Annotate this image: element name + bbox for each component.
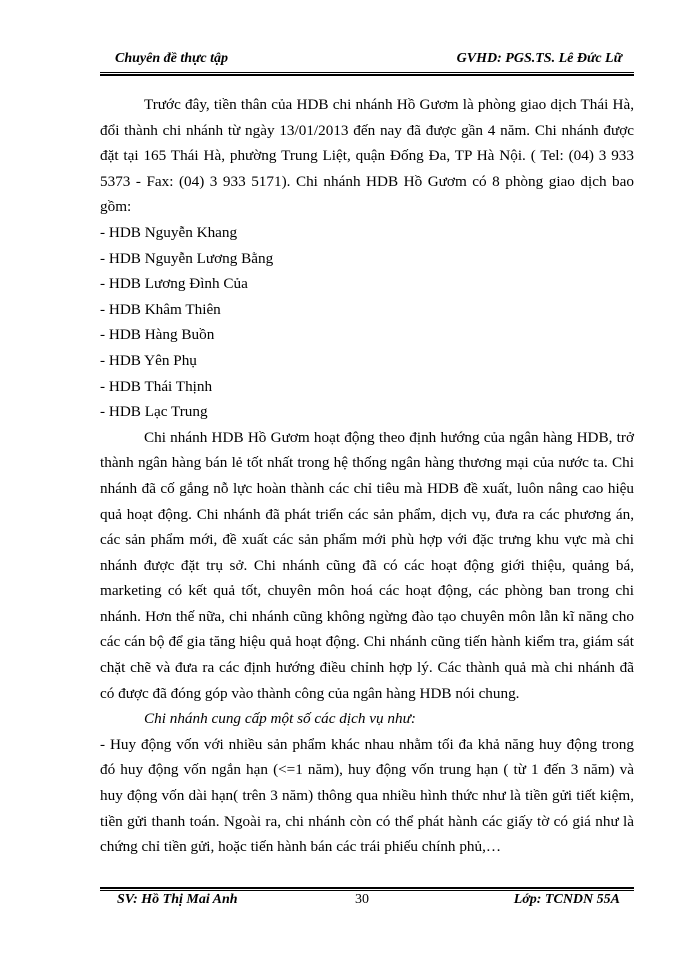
branch-list-item: - HDB Lạc Trung xyxy=(100,403,208,421)
page-number: 30 xyxy=(355,892,369,907)
page-footer xyxy=(100,892,634,914)
header-document-title: Chuyên đề thực tập xyxy=(115,51,229,66)
footer-rule-thin xyxy=(100,890,634,891)
page-header xyxy=(100,51,640,73)
branch-list-item: - HDB Khâm Thiên xyxy=(100,300,221,318)
footer-student-name: SV: Hồ Thị Mai Anh xyxy=(117,892,238,907)
branch-list-item: - HDB Hàng Buồn xyxy=(100,326,215,344)
services-paragraph: - Huy động vốn với nhiều sản phẩm khác nhau nhằm tối đa khả năng huy động trong đó huy động vốn ngắn hạn (<=1 năm), huy động vốn trung hạn ( từ 1 đến 3 năm) và huy động vốn dài hạn( trên 3 năm) thông qua nhiều hình thức như là tiền gửi tiết kiệm, tiền gửi thanh toán. Ngoài ra, chi nhánh còn có thể phát hành các giấy tờ có giá như là chứng chỉ tiền gửi, hoặc tiến hành bán các trái phiếu chính phủ,… xyxy=(100,735,634,856)
branch-list-item: - HDB Thái Thịnh xyxy=(100,377,213,395)
branch-list-item: - HDB Nguyễn Khang xyxy=(100,223,238,241)
activities-paragraph: Chi nhánh HDB Hồ Gươm hoạt động theo định hướng của ngân hàng HDB, trở thành ngân hàng bán lẻ tốt nhất trong hệ thống ngân hàng thương mại của nước ta. Chi nhánh đã cố gắng nỗ lực hoàn thành các chỉ tiêu mà HDB đề xuất, luôn nâng cao hiệu quả hoạt động. Chi nhánh đã phát triển các sản phẩm, dịch vụ, đưa ra các phương án, các sản phẩm mới, đề xuất các sản phẩm mới phù hợp với đặc trưng khu vực mà chi nhánh được đặt trụ sở. Chi nhánh cũng đã có các hoạt động giới thiệu, quảng bá, marketing có kết quả tốt, chuyên môn hoá các hoạt động, các phòng ban trong chi nhánh. Hơn thế nữa, chi nhánh cũng không ngừng đào tạo chuyên môn lẫn kĩ năng cho các cán bộ để gia tăng hiệu quả hoạt động. Chi nhánh cũng tiến hành kiểm tra, giám sát chặt chẽ và đưa ra các định hướng điều chỉnh hợp lý. Các thành quả mà chi nhánh đã có được đã đóng góp vào thành công của ngân hàng HDB nói chung. xyxy=(100,428,634,702)
branch-list-item: - HDB Lương Đình Của xyxy=(100,275,248,293)
footer-class: Lớp: TCNDN 55A xyxy=(513,892,620,907)
footer-rule-thick xyxy=(100,887,634,889)
services-heading: Chi nhánh cung cấp một số các dịch vụ như: xyxy=(144,710,416,728)
header-supervisor: GVHD: PGS.TS. Lê Đức Lữ xyxy=(456,51,622,66)
header-rule-thin xyxy=(100,72,634,73)
intro-paragraph: Trước đây, tiền thân của HDB chi nhánh Hồ Gươm là phòng giao dịch Thái Hà, đổi thành chi nhánh từ ngày 13/01/2013 đến nay đã được gần 4 năm. Chi nhánh được đặt tại 165 Thái Hà, phường Trung Liệt, quận Đống Đa, TP Hà Nội. ( Tel: (04) 3 933 5373 - Fax: (04) 3 933 5171). Chi nhánh HDB Hồ Gươm có 8 phòng giao dịch bao gồm: xyxy=(100,96,634,216)
branch-list-item: - HDB Yên Phụ xyxy=(100,351,197,369)
branch-list-item: - HDB Nguyễn Lương Bằng xyxy=(100,249,274,267)
page-body xyxy=(100,92,634,860)
header-rule-thick xyxy=(100,74,634,76)
